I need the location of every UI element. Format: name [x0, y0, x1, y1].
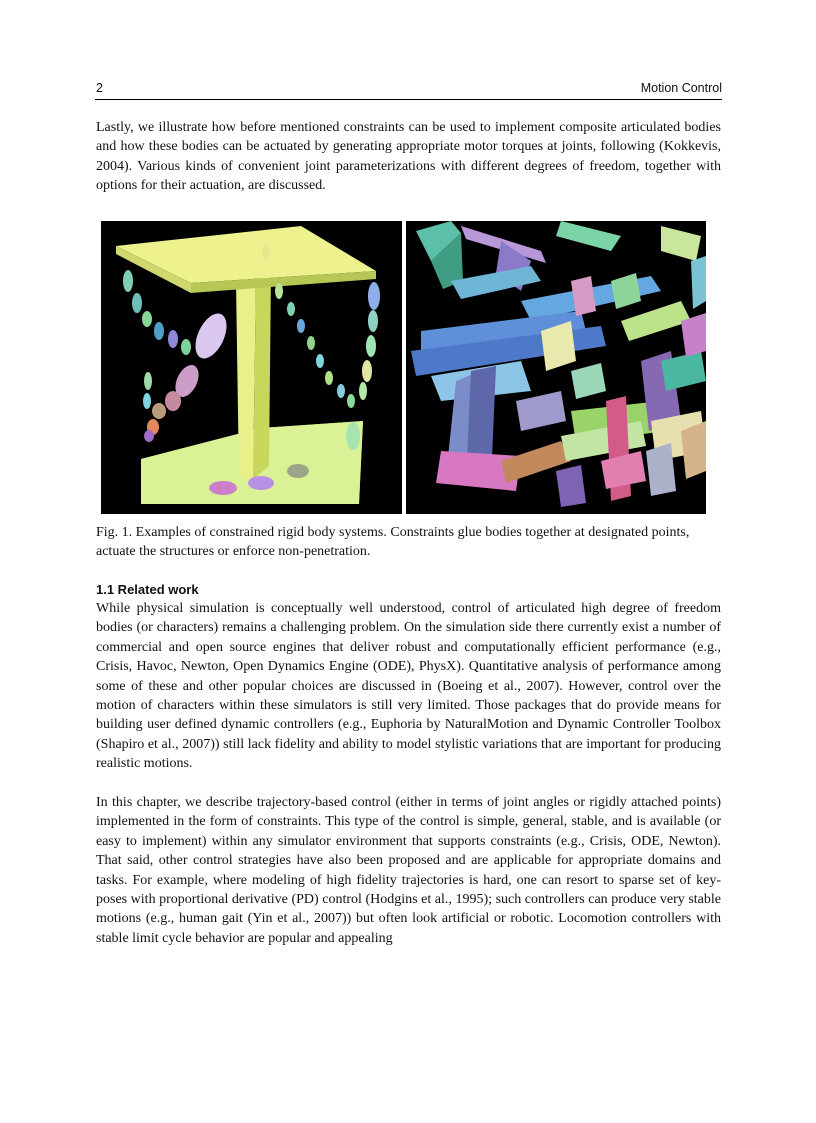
- panel-divider: [402, 221, 406, 514]
- figure-1-image: [101, 221, 706, 514]
- related-work-paragraph-2: In this chapter, we describe trajectory-based control (either in terms of joint angles or rigidly attached points) implemented in the form of constraints. This type of the control is simple, general, stable, and is available (or easy to implement) within any simulator environment that supports constraints (e.g., Crisis, ODE, Newton). That said, other control strategies have also been proposed and are applicable for appropriate domains and tasks. For example, where modeling of high fidelity trajectories is hard, one can resort to sparse set of key-poses with proportional derivative (PD) control (Hodgins et al., 1995); such controllers can produce very stable motions (e.g., human gait (Yin et al., 2007)) but often look artificial or robotic. Locomotion controllers with stable limit cycle behavior are popular and appealing: [96, 795, 721, 946]
- intro-paragraph: Lastly, we illustrate how before mentioned constraints can be used to implement composite articulated bodies and how these bodies can be actuated by generating appropriate motor torques at joints, following (Kokkevis, 2004). Various kinds of convenient joint parameterizations with different degrees of freedom, together with options for their actuation, are discussed.: [96, 120, 721, 194]
- figure-caption: Fig. 1. Examples of constrained rigid body systems. Constraints glue bodies together at designated points, actuate the structures or enforce non-penetration.: [96, 525, 690, 560]
- running-header: [95, 80, 722, 100]
- section-heading: 1.1 Related work: [96, 582, 199, 597]
- running-title: Motion Control: [640, 81, 722, 95]
- figure-1: [101, 221, 706, 514]
- page-number: 2: [96, 81, 103, 95]
- related-work-paragraph-1: While physical simulation is conceptually well understood, control of articulated high degree of freedom bodies (or characters) remains a challenging problem. On the simulation side there currently exist a number of commercial and open source engines that deliver robust and computationally efficient performance (e.g., Crisis, Havoc, Newton, Open Dynamics Engine (ODE), PhysX). Quantitative analysis of performance among some of these and other popular choices are discussed in (Boeing et al., 2007). However, control over the motion of characters within these simulators is still very limited. Those packages that do provide means for building user defined dynamic controllers (e.g., Euphoria by NaturalMotion and Dynamic Controller Toolbox (Shapiro et al., 2007)) still lack fidelity and ability to model stylistic variations that are important for producing realistic motions.: [96, 601, 721, 772]
